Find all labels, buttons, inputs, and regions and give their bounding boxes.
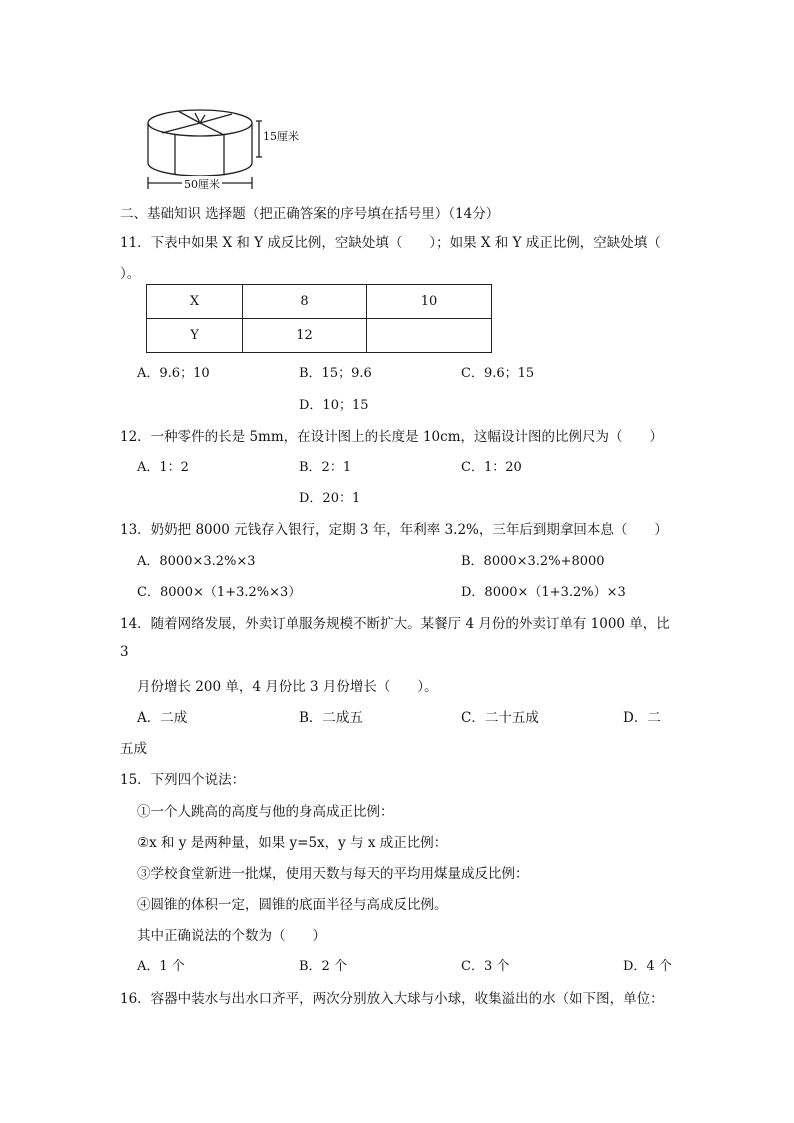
q15-option-d[interactable]: D．4 个: [623, 959, 672, 974]
q13-option-c[interactable]: C．8000×（1+3.2%×3）: [137, 585, 302, 600]
q15-statement-4: ④圆锥的体积一定，圆锥的底面半径与高成反比例。: [137, 897, 448, 913]
q15-text: 15．下列四个说法：: [120, 772, 246, 788]
q13-option-a[interactable]: A．8000×3.2%×3: [137, 554, 256, 569]
q12-option-b[interactable]: B．2：1: [299, 460, 352, 475]
xy-table: [146, 284, 492, 353]
table-row: [147, 319, 492, 353]
q11-option-c[interactable]: C．9.6；15: [461, 366, 535, 381]
table-cell: [367, 319, 492, 353]
q12-option-c[interactable]: C．1：20: [461, 460, 522, 475]
q14-option-d-wrap: 五成: [120, 741, 147, 757]
q14-option-b[interactable]: B．二成五: [299, 710, 363, 726]
table-cell: X: [147, 285, 243, 319]
q13-option-b[interactable]: B．8000×3.2%+8000: [461, 554, 605, 569]
q11-option-b[interactable]: B．15；9.6: [299, 366, 372, 381]
q15-statement-3: ③学校食堂新进一批煤，使用天数与每天的平均用煤量成反比例：: [137, 866, 529, 882]
table-cell: 12: [243, 319, 367, 353]
q15-statement-1: ①一个人跳高的高度与他的身高成正比例：: [137, 804, 394, 820]
table-cell: Y: [147, 319, 243, 353]
table-cell: 10: [367, 285, 492, 319]
q12-option-d[interactable]: D．20：1: [299, 491, 361, 506]
width-label: 50厘米: [184, 178, 220, 191]
section-heading: 二、基础知识 选择题（把正确答案的序号填在括号里）（14分）: [120, 206, 500, 222]
q11-option-a[interactable]: A．9.6；10: [137, 366, 210, 381]
table-row: [147, 285, 492, 319]
q15-statement-2: ②x 和 y 是两种量，如果 y=5x，y 与 x 成正比例：: [137, 835, 448, 851]
q15-option-a[interactable]: A．1 个: [137, 959, 185, 974]
q14-text-line3: 月份增长 200 单，4 月份比 3 月份增长（ ）。: [137, 679, 438, 695]
q14-option-a[interactable]: A．二成: [137, 710, 188, 726]
q12-option-a[interactable]: A．1：2: [137, 460, 189, 475]
q15-question: 其中正确说法的个数为（ ）: [137, 928, 326, 944]
q12-text: 12．一种零件的长是 5mm，在设计图上的长度是 10cm，这幅设计图的比例尺为（ ）: [120, 429, 663, 445]
height-label: 15厘米: [263, 130, 299, 143]
table-cell: 8: [243, 285, 367, 319]
q11-option-d[interactable]: D．10；15: [299, 398, 369, 413]
q13-option-d[interactable]: D．8000×（1+3.2%）×3: [461, 585, 626, 600]
q14-text-line1: 14．随着网络发展，外卖订单服务规模不断扩大。某餐厅 4 月份的外卖订单有 1000 单，比: [120, 616, 670, 632]
q15-option-b[interactable]: B．2 个: [299, 959, 347, 974]
q16-text: 16．容器中装水与出水口齐平，两次分别放入大球与小球，收集溢出的水（如下图，单位：: [120, 991, 664, 1007]
q14-text-line2: 3: [120, 644, 129, 660]
q11-text-line2: ）。: [120, 266, 141, 282]
q14-option-d[interactable]: D．二: [623, 710, 661, 726]
q15-option-c[interactable]: C．3 个: [461, 959, 510, 974]
q11-text-line1: 11．下表中如果 X 和 Y 成反比例，空缺处填（ ）；如果 X 和 Y 成正比例，空缺处填（: [120, 235, 661, 251]
q13-text: 13．奶奶把 8000 元钱存入银行，定期 3 年，年利率 3.2%，三年后到期拿回本息（ ）: [120, 522, 668, 538]
q14-option-c[interactable]: C．二十五成: [461, 710, 539, 726]
